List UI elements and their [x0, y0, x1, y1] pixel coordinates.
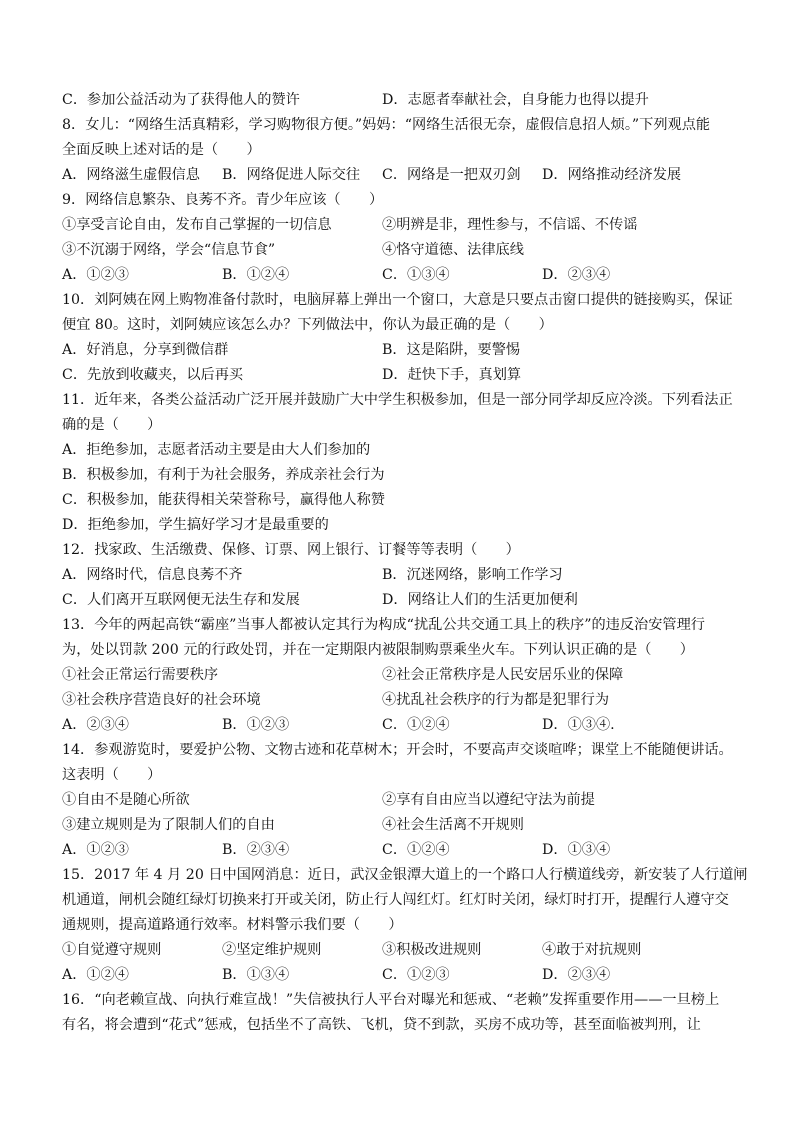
- q7-options-cd: [62, 88, 738, 113]
- option-d: D．①③④.: [542, 717, 615, 733]
- statement-4: ④扰乱社会秩序的行为都是犯罪行为: [382, 692, 610, 708]
- q11-stem: 11．近年来，各类公益活动广泛开展并鼓励广大中学生积极参加，但是一部分同学却反应冷淡。下列看法正: [62, 392, 733, 408]
- q15-options: [62, 963, 738, 988]
- option-a: A．好消息，分享到微信群: [62, 342, 229, 358]
- statement-4: ④恪守道德、法律底线: [382, 242, 524, 258]
- q10-stem-cont: 便宜 80。这时，刘阿姨应该怎么办？下列做法中，你认为最正确的是（ ）: [62, 317, 553, 333]
- statement-1: ①享受言论自由，发布自己掌握的一切信息: [62, 217, 332, 233]
- q11-option-b: B．积极参加，有利于为社会服务，养成亲社会行为: [62, 467, 385, 483]
- statement-2: ②社会正常秩序是人民安居乐业的保障: [382, 667, 624, 683]
- statement-4: ④敢于对抗规则: [542, 942, 642, 958]
- option-a: A．②③④: [62, 717, 129, 733]
- q9-stem: 9．网络信息繁杂、良莠不齐。青少年应该（ ）: [62, 192, 384, 208]
- option-b: B．①②④: [222, 267, 290, 283]
- option-b: B．沉迷网络，影响工作学习: [382, 567, 563, 583]
- q11-option-d: D．拒绝参加，学生搞好学习才是最重要的: [62, 517, 329, 533]
- option-a: A．网络滋生虚假信息: [62, 167, 200, 183]
- q15-statements: [62, 938, 738, 963]
- option-d: D．②③④: [542, 267, 611, 283]
- q16-stem-cont: 有名，将会遭到“花式”惩戒，包括坐不了高铁、飞机，贷不到款，买房不成功等，甚至面临被判刑，让: [62, 1017, 701, 1033]
- q11-option-c: C．积极参加，能获得相关荣誉称号，赢得他人称赞: [62, 492, 385, 508]
- q13-stem-cont: 为，处以罚款 200 元的行政处罚，并在一定期限内被限制购票乘坐火车。下列认识正确的是（ ）: [62, 642, 694, 658]
- q14-options: [62, 838, 738, 863]
- option-d: D．网络让人们的生活更加便利: [382, 592, 578, 608]
- statement-3: ③建立规则是为了限制人们的自由: [62, 817, 275, 833]
- q10-stem: 10．刘阿姨在网上购物准备付款时，电脑屏幕上弹出一个窗口，大意是只要点击窗口提供的链接购买，保证: [62, 292, 733, 308]
- option-c: C．网络是一把双刃剑: [382, 167, 521, 183]
- option-d: D．①③④: [542, 842, 611, 858]
- option-b: B．这是陷阱，要警惕: [382, 342, 521, 358]
- q12-options-cd: [62, 588, 738, 613]
- option-c: C．参加公益活动为了获得他人的赞许: [62, 92, 300, 108]
- option-b: B．②③④: [222, 842, 290, 858]
- q15-stem: 15．2017 年 4 月 20 日中国网消息：近日，武汉金银潭大道上的一个路口人行横道线旁，新安装了人行道闸: [62, 867, 748, 883]
- q14-stem: 14．参观游览时，要爱护公物、文物古迹和花草树木；开会时，不要高声交谈喧哗；课堂上不能随便讲话。: [62, 742, 733, 758]
- q8-options: [62, 163, 738, 188]
- q9-statements-12: [62, 213, 738, 238]
- statement-3: ③不沉溺于网络，学会“信息节食”: [62, 242, 276, 258]
- option-b: B．①③④: [222, 967, 290, 983]
- statement-1: ①自觉遵守规则: [62, 942, 162, 958]
- option-c: C．①②④: [382, 717, 450, 733]
- option-a: A．①②③: [62, 267, 129, 283]
- option-a: A．①②④: [62, 967, 129, 983]
- option-b: B．①②③: [222, 717, 290, 733]
- q9-statements-34: [62, 238, 738, 263]
- option-b: B．网络促进人际交往: [222, 167, 361, 183]
- statement-2: ②坚定维护规则: [222, 942, 322, 958]
- q13-statements-12: [62, 663, 738, 688]
- option-d: D．志愿者奉献社会，自身能力也得以提升: [382, 92, 649, 108]
- option-d: D．②③④: [542, 967, 611, 983]
- q13-stem: 13．今年的两起高铁“霸座”当事人都被认定其行为构成“扰乱公共交通工具上的秩序”的违反治安管理行: [62, 617, 705, 633]
- option-a: A．①②③: [62, 842, 129, 858]
- option-c: C．①②④: [382, 842, 450, 858]
- option-d: D．赶快下手，真划算: [382, 367, 522, 383]
- statement-1: ①自由不是随心所欲: [62, 792, 190, 808]
- q15-stem-cont-2: 通规则，提高道路通行效率。材料警示我们要（ ）: [62, 917, 403, 933]
- statement-1: ①社会正常运行需要秩序: [62, 667, 219, 683]
- statement-4: ④社会生活离不开规则: [382, 817, 524, 833]
- q11-option-a: A．拒绝参加，志愿者活动主要是由大人们参加的: [62, 442, 371, 458]
- statement-2: ②享有自由应当以遵纪守法为前提: [382, 792, 595, 808]
- q10-options-ab: [62, 338, 738, 363]
- option-c: C．人们离开互联网便无法生存和发展: [62, 592, 300, 608]
- q16-stem: 16．“向老赖宣战、向执行难宣战！”失信被执行人平台对曝光和惩戒、“老赖”发挥重要作用——一旦榜上: [62, 992, 720, 1008]
- option-d: D．网络推动经济发展: [542, 167, 682, 183]
- q8-stem-cont: 全面反映上述对话的是（ ）: [62, 142, 261, 158]
- q13-options: [62, 713, 738, 738]
- option-a: A．网络时代，信息良莠不齐: [62, 567, 243, 583]
- q14-statements-34: [62, 813, 738, 838]
- option-c: C．先放到收藏夹，以后再买: [62, 367, 244, 383]
- statement-2: ②明辨是非，理性参与，不信谣、不传谣: [382, 217, 638, 233]
- statement-3: ③积极改进规则: [382, 942, 482, 958]
- q12-options-ab: [62, 563, 738, 588]
- statement-3: ③社会秩序营造良好的社会环境: [62, 692, 261, 708]
- q8-stem: 8．女儿：“网络生活真精彩，学习购物很方便。”妈妈：“网络生活很无奈，虚假信息招人烦。”下列观点能: [62, 117, 711, 133]
- q13-statements-34: [62, 688, 738, 713]
- q14-statements-12: [62, 788, 738, 813]
- q10-options-cd: [62, 363, 738, 388]
- q11-stem-cont: 确的是（ ）: [62, 417, 162, 433]
- q15-stem-cont-1: 机通道，闸机会随红绿灯切换来打开或关闭，防止行人闯红灯。红灯时关闭，绿灯时打开，提醒行人遵守交: [62, 892, 729, 908]
- option-c: C．①③④: [382, 267, 450, 283]
- q9-options: [62, 263, 738, 288]
- q12-stem: 12．找家政、生活缴费、保修、订票、网上银行、订餐等等表明（ ）: [62, 542, 520, 558]
- q14-stem-cont: 这表明（ ）: [62, 767, 162, 783]
- exam-page: [62, 88, 748, 1038]
- option-c: C．①②③: [382, 967, 450, 983]
